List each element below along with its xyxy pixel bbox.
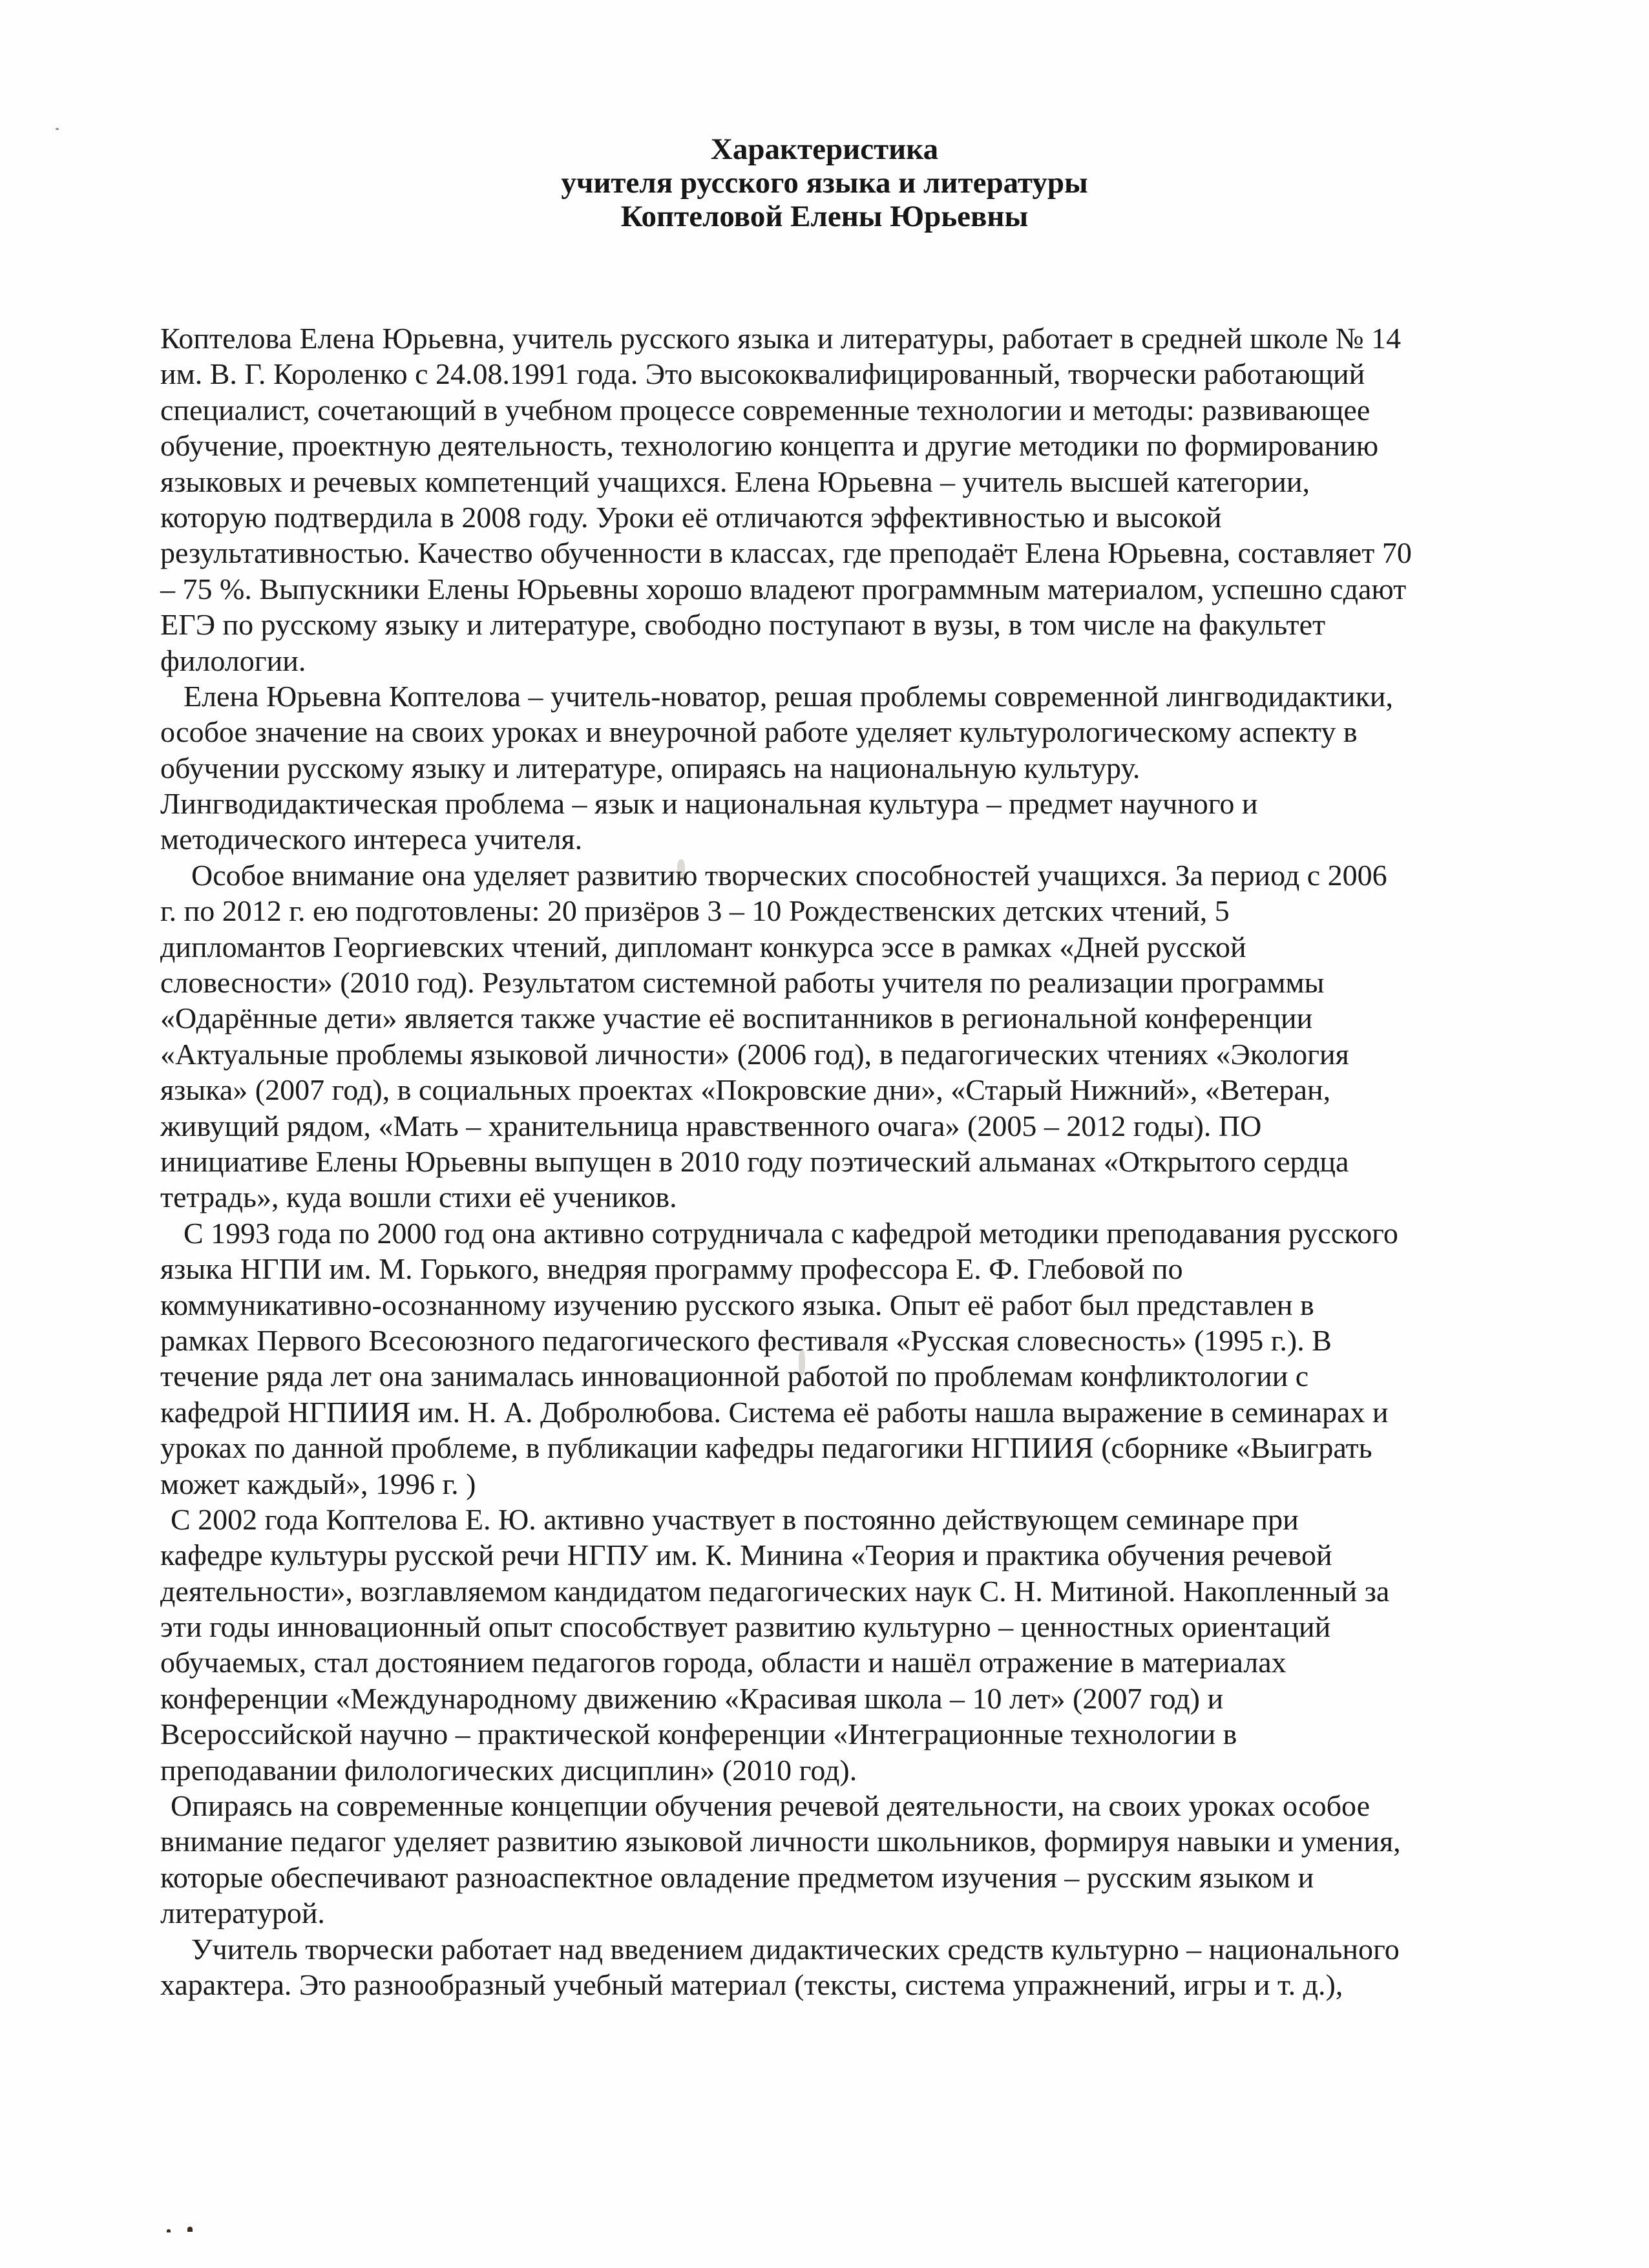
text-line: коммуникативно-осознанному изучению русского языка. Опыт её работ был представлен в xyxy=(160,1288,1314,1321)
text-line: характера. Это разнообразный учебный материал (тексты, система упражнений, игры и т. д.), xyxy=(160,1968,1343,2001)
text-line: Коптелова Елена Юрьевна, учитель русского языка и литературы, работает в средней школе № 14 xyxy=(160,322,1402,355)
scan-speck xyxy=(56,128,59,130)
text-line: конференции «Международному движению «Красивая школа – 10 лет» (2007 год) и xyxy=(160,1681,1224,1715)
text-line: обучении русскому языку и литературе, опираясь на национальную культуру. xyxy=(160,751,1140,784)
text-line: деятельности», возглавляемом кандидатом педагогических наук С. Н. Митиной. Накопленный за xyxy=(160,1574,1390,1608)
title-line-2: учителя русского языка и литературы xyxy=(561,166,1088,200)
paragraph-speech-activity xyxy=(160,1788,1601,1931)
paragraph-employment xyxy=(160,320,1601,678)
text-line: уроках по данной проблеме, в публикации кафедры педагогики НГПИИЯ (сборнике «Выиграть xyxy=(160,1431,1372,1465)
paragraph-innovator xyxy=(160,678,1601,857)
text-line: эти годы инновационный опыт способствует развитию культурно – ценностных ориентаций xyxy=(160,1610,1331,1644)
text-line: живущий рядом, «Мать – хранительница нравственного очага» (2005 – 2012 годы). ПО xyxy=(160,1109,1262,1142)
text-line: специалист, сочетающий в учебном процессе современные технологии и методы: развивающее xyxy=(160,393,1371,426)
text-line: обучение, проектную деятельность, технологию концепта и другие методики по формированию xyxy=(160,429,1379,463)
paragraph-seminar-2002 xyxy=(160,1502,1601,1788)
text-line: языка НГПИ им. М. Горького, внедряя программу профессора Е. Ф. Глебовой по xyxy=(160,1252,1183,1286)
text-line: особое значение на своих уроках и внеурочной работе уделяет культурологическому аспекту в xyxy=(160,715,1358,749)
scan-speck xyxy=(167,2229,171,2232)
text-line: «Одарённые дети» является также участие её воспитанников в региональной конференции xyxy=(160,1002,1313,1035)
text-line: тетрадь», куда вошли стихи её учеников. xyxy=(160,1181,677,1214)
text-line: кафедрой НГПИИЯ им. Н. А. Добролюбова. Система её работы нашла выражение в семинарах и xyxy=(160,1395,1389,1429)
title-line-3: Коптеловой Елены Юрьевны xyxy=(620,200,1029,233)
text-line: дипломантов Георгиевских чтений, дипломант конкурса эссе в рамках «Дней русской xyxy=(160,930,1246,963)
text-line: языка» (2007 год), в социальных проектах «Покровские дни», «Старый Нижний», «Ветеран, xyxy=(160,1073,1331,1107)
text-line: Опираясь на современные концепции обучения речевой деятельности, на своих уроках особое xyxy=(171,1789,1370,1823)
text-line: кафедре культуры русской речи НГПУ им. К. Минина «Теория и практика обучения речевой xyxy=(160,1538,1332,1572)
title-line-1: Характеристика xyxy=(710,132,939,166)
text-line: ЕГЭ по русскому языку и литературе, свободно поступают в вузы, в том числе на факультет xyxy=(160,608,1326,642)
text-line: г. по 2012 г. ею подготовлены: 20 призёров 3 – 10 Рождественских детских чтений, 5 xyxy=(160,894,1230,928)
text-line: рамках Первого Всесоюзного педагогического фестиваля «Русская словесность» (1995 г.). В xyxy=(160,1323,1332,1357)
text-line: внимание педагог уделяет развитию языковой личности школьников, формируя навыки и умения, xyxy=(160,1825,1401,1858)
paragraph-cooperation-1993 xyxy=(160,1215,1601,1502)
text-line: Лингводидактическая проблема – язык и национальная культура – предмет научного и xyxy=(160,787,1258,821)
text-line: инициативе Елены Юрьевны выпущен в 2010 году поэтический альманах «Открытого сердца xyxy=(160,1144,1349,1178)
text-line: преподавании филологических дисциплин» (2010 год). xyxy=(160,1753,857,1787)
scan-speck xyxy=(187,2227,193,2232)
text-line: – 75 %. Выпускники Елены Юрьевны хорошо владеют программным материалом, успешно сдают xyxy=(160,572,1407,605)
text-line: языковых и речевых компетенций учащихся. Елена Юрьевна – учитель высшей категории, xyxy=(160,465,1310,498)
text-line: течение ряда лет она занималась инновационной работой по проблемам конфликтологии с xyxy=(160,1360,1309,1393)
text-line: С 1993 года по 2000 год она активно сотрудничала с кафедрой методики преподавания русского xyxy=(184,1216,1398,1250)
paragraph-didactic-means xyxy=(160,1931,1601,2003)
text-line: которые обеспечивают разноаспектное овладение предметом изучения – русским языком и xyxy=(160,1860,1314,1894)
text-line: Елена Юрьевна Коптелова – учитель-новатор, решая проблемы современной лингводидактики, xyxy=(184,679,1393,713)
text-line: Особое внимание она уделяет развитию творческих способностей учащихся. За период с 2006 xyxy=(191,858,1387,892)
text-line: Всероссийской научно – практической конференции «Интеграционные технологии в xyxy=(160,1717,1237,1751)
text-line: Учитель творчески работает над введением дидактических средств культурно – национального xyxy=(191,1932,1400,1966)
text-line: обучаемых, стал достоянием педагогов города, области и нашёл отражение в материалах xyxy=(160,1646,1287,1679)
text-line: которую подтвердила в 2008 году. Уроки её отличаются эффективностью и высокой xyxy=(160,500,1222,534)
scan-smudge xyxy=(677,859,685,880)
text-line: словесности» (2010 год). Результатом системной работы учителя по реализации программы xyxy=(160,966,1325,1000)
text-line: им. В. Г. Короленко с 24.08.1991 года. Это высококвалифицированный, творчески работающий xyxy=(160,357,1365,391)
paragraph-creative-abilities xyxy=(160,857,1601,1215)
text-line: методического интереса учителя. xyxy=(160,823,583,856)
text-line: результативностью. Качество обученности в классах, где преподаёт Елена Юрьевна, составляет 70 xyxy=(160,536,1412,570)
scan-smudge xyxy=(799,1349,805,1375)
document-body xyxy=(160,320,1601,2002)
text-line: «Актуальные проблемы языковой личности» (2006 год), в педагогических чтениях «Экология xyxy=(160,1037,1349,1071)
document-title xyxy=(0,132,1649,233)
text-line: филологии. xyxy=(160,644,306,677)
text-line: литературой. xyxy=(160,1896,325,1930)
text-line: может каждый», 1996 г. ) xyxy=(160,1467,476,1500)
text-line: С 2002 года Коптелова Е. Ю. активно участвует в постоянно действующем семинаре при xyxy=(171,1502,1299,1536)
